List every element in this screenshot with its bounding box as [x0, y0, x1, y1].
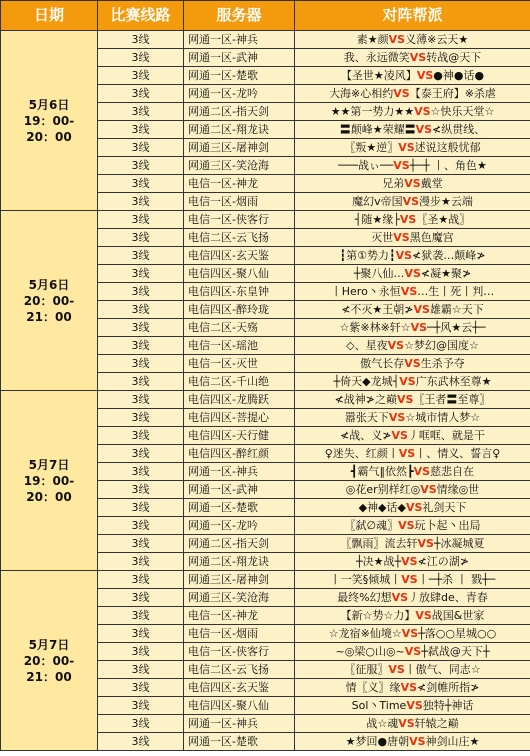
- team-away: ≮剑帷所指≯: [417, 681, 480, 694]
- team-home: ┤随★缘├: [354, 213, 400, 226]
- team-away: 漫步★云端: [419, 195, 473, 208]
- server-cell: 电信一区-烟雨: [184, 193, 295, 211]
- server-cell: 电信一区-侠客行: [184, 211, 295, 229]
- server-cell: 网通一区-龙吟: [184, 517, 295, 535]
- matchup-cell: [295, 121, 530, 139]
- vs-label: VS: [393, 87, 410, 100]
- team-home: 【圣世★凌风】: [340, 69, 417, 82]
- line-cell: 3线: [98, 265, 184, 283]
- team-home: ┼聚八仙…: [353, 267, 405, 280]
- matchup-cell: [295, 319, 530, 337]
- matchup-cell: [295, 463, 530, 481]
- team-home: 〖叛★逆〗: [344, 141, 399, 154]
- vs-label: VS: [388, 663, 405, 676]
- time-label: 19：00-20：00: [23, 473, 75, 504]
- line-cell: 3线: [98, 175, 184, 193]
- matchup-cell: [295, 139, 530, 157]
- server-cell: 电信四区-聚八仙: [184, 265, 295, 283]
- matchup-cell: [295, 265, 530, 283]
- matchup-cell: [295, 157, 530, 175]
- line-cell: 3线: [98, 643, 184, 661]
- table-body: [1, 31, 530, 751]
- line-cell: 3线: [98, 679, 184, 697]
- team-home: 魔幻v帝国: [352, 195, 403, 208]
- line-cell: 3线: [98, 463, 184, 481]
- server-cell: 网通二区-指天剑: [184, 535, 295, 553]
- line-cell: 3线: [98, 319, 184, 337]
- team-home: 〓颠峰★荣耀〓: [339, 123, 416, 136]
- team-home: ≮战神≯之巅: [334, 393, 397, 406]
- team-away: ≮凝★聚≯: [420, 267, 472, 280]
- date-cell: [1, 211, 98, 391]
- matchup-cell: [295, 211, 530, 229]
- line-cell: 3线: [98, 301, 184, 319]
- team-home: 〖飘雨〗流去轩: [340, 537, 418, 550]
- vs-label: VS: [393, 159, 410, 172]
- team-away: ┼落○○星城○○: [418, 627, 497, 640]
- server-cell: 电信四区-聚八仙: [184, 697, 295, 715]
- vs-label: VS: [397, 393, 414, 406]
- matchup-cell: [295, 625, 530, 643]
- matchup-cell: [295, 67, 530, 85]
- team-home: 嚣张天下: [344, 411, 389, 424]
- team-away: 情缘◎世: [436, 483, 480, 496]
- vs-label: VS: [401, 573, 418, 586]
- team-home: 丨Hero丶永恒: [330, 285, 401, 298]
- vs-label: VS: [401, 627, 419, 640]
- line-cell: 3线: [98, 193, 184, 211]
- team-away: 丨─┼杀 丨 戮┼─: [417, 573, 496, 586]
- team-away: 战国&世家: [431, 609, 485, 622]
- team-home: ≮不灭★王朝≯: [341, 303, 414, 316]
- matchup-cell: [295, 607, 530, 625]
- line-cell: 3线: [98, 247, 184, 265]
- line-cell: 3线: [98, 409, 184, 427]
- vs-label: VS: [395, 249, 413, 262]
- team-away: 〖圣★战〗: [416, 213, 471, 226]
- vs-label: VS: [404, 645, 422, 658]
- line-cell: 3线: [98, 121, 184, 139]
- matchup-cell: [295, 193, 530, 211]
- matchup-cell: [295, 229, 530, 247]
- matchup-cell: [295, 679, 530, 697]
- team-away: ●神●话●: [433, 69, 485, 82]
- line-cell: 3线: [98, 733, 184, 751]
- vs-label: VS: [398, 447, 416, 460]
- line-cell: 3线: [98, 391, 184, 409]
- server-cell: 电信二区-云飞扬: [184, 229, 295, 247]
- vs-label: VS: [393, 231, 410, 244]
- line-cell: 3线: [98, 229, 184, 247]
- team-away: ┼冰凝城夏: [433, 537, 485, 550]
- server-cell: 电信四区-醉玲珑: [184, 301, 295, 319]
- team-away: 黑色魔宫: [409, 231, 454, 244]
- matchup-cell: [295, 409, 530, 427]
- date-cell: [1, 571, 98, 751]
- date-label: 5月6日: [28, 277, 70, 292]
- matchup-cell: [295, 499, 530, 517]
- team-away: 述说这般忧郁: [414, 141, 481, 154]
- team-home: 战☆魂: [366, 717, 399, 730]
- server-cell: 网通一区-龙吟: [184, 85, 295, 103]
- matchup-cell: [295, 175, 530, 193]
- team-away: 轩辕之巅: [414, 717, 459, 730]
- vs-label: VS: [391, 591, 409, 604]
- team-home: ┇第①势力┇: [339, 249, 396, 262]
- team-away: 丨、情义、誓言♀: [415, 447, 501, 460]
- vs-label: VS: [391, 429, 408, 442]
- team-away: …生丨死丨判…: [417, 285, 495, 298]
- team-home: 我、永远微笑: [343, 51, 410, 64]
- line-cell: 3线: [98, 49, 184, 67]
- server-cell: 网通二区-翔龙诀: [184, 121, 295, 139]
- team-away: 丿哐哐、就是干: [407, 429, 485, 442]
- matchup-cell: [295, 427, 530, 445]
- server-cell: 网通一区-武神: [184, 481, 295, 499]
- server-cell: 电信四区-菩提心: [184, 409, 295, 427]
- team-home: ☆紫※林※轩☆: [339, 321, 411, 334]
- date-cell: [1, 391, 98, 571]
- server-cell: 电信四区-醉红颜: [184, 445, 295, 463]
- server-cell: 网通二区-指天剑: [184, 103, 295, 121]
- line-cell: 3线: [98, 31, 184, 49]
- team-home: 【新☆势☆力】: [340, 609, 416, 622]
- team-home: ┫霸气‖依然┣: [350, 465, 414, 478]
- date-label: 5月7日: [28, 457, 70, 472]
- vs-label: VS: [415, 123, 433, 136]
- vs-label: VS: [388, 411, 406, 424]
- line-cell: 3线: [98, 445, 184, 463]
- vs-label: VS: [409, 51, 427, 64]
- server-cell: 电信一区-烟雨: [184, 625, 295, 643]
- server-cell: 电信一区-瑶池: [184, 337, 295, 355]
- server-cell: 电信四区-玄天鉴: [184, 679, 295, 697]
- team-home: ───战ぃ──: [338, 159, 394, 172]
- server-cell: 网通一区-武神: [184, 49, 295, 67]
- header-line: 比赛线路: [98, 1, 184, 31]
- team-away: ┼弑战@天下┼: [421, 645, 490, 658]
- server-cell: 网通三区-笑沧海: [184, 157, 295, 175]
- date-label: 5月6日: [28, 97, 70, 112]
- team-home: ┼倚天◆龙城┤: [333, 375, 400, 388]
- team-away: 礼剑天下: [422, 501, 467, 514]
- vs-label: VS: [413, 303, 430, 316]
- matchup-cell: [295, 481, 530, 499]
- team-home: 灭世: [371, 231, 394, 244]
- team-home: ★梦回●唐朝: [345, 735, 410, 748]
- matchup-cell: [295, 715, 530, 733]
- matchup-cell: [295, 31, 530, 49]
- time-label: 20：00-21：00: [23, 653, 75, 684]
- line-cell: 3线: [98, 103, 184, 121]
- server-cell: 网通一区-楚歌: [184, 499, 295, 517]
- team-home: Sol丶Time: [351, 699, 407, 712]
- team-away: ≮狱袭…颠峰≯: [412, 249, 486, 262]
- vs-label: VS: [404, 267, 421, 280]
- line-cell: 3线: [98, 553, 184, 571]
- team-home: 情〖义〗缘: [345, 681, 401, 694]
- team-home: 丨一笑§倾城丨: [329, 573, 402, 586]
- server-cell: 电信四区-东皇钟: [184, 283, 295, 301]
- table-row: [1, 571, 530, 589]
- line-cell: 3线: [98, 607, 184, 625]
- matchup-cell: [295, 391, 530, 409]
- matchup-cell: [295, 643, 530, 661]
- server-cell: 网通一区-神兵: [184, 31, 295, 49]
- line-cell: 3线: [98, 481, 184, 499]
- vs-label: VS: [400, 285, 418, 298]
- team-home: ~◎梁○山◎~: [335, 645, 405, 658]
- header-server: 服务器: [184, 1, 295, 31]
- team-away: 玩卜起丶出局: [414, 519, 481, 532]
- team-away: 义薄※云天★: [405, 33, 469, 46]
- line-cell: 3线: [98, 499, 184, 517]
- matchup-cell: [295, 589, 530, 607]
- line-cell: 3线: [98, 211, 184, 229]
- team-home: ☆龙宿※仙境☆: [328, 627, 402, 640]
- vs-label: VS: [405, 501, 423, 514]
- server-cell: 网通一区-神兵: [184, 715, 295, 733]
- table-row: [1, 391, 530, 409]
- team-away: 雄霸☆天下: [429, 303, 484, 316]
- team-away: ≮纵贯线、: [432, 123, 486, 136]
- team-away: 生杀予夺: [420, 357, 465, 370]
- vs-label: VS: [404, 357, 421, 370]
- team-away: ☆梦幻@国度☆: [404, 339, 479, 352]
- matchup-cell: [295, 553, 530, 571]
- team-away: 戴堂: [420, 177, 443, 190]
- table-row: [1, 31, 530, 49]
- team-away: ☆城市情人梦☆: [405, 411, 481, 424]
- team-away: ─┼风★云┼─: [427, 321, 486, 334]
- team-away: 〖王者〓至尊〗: [413, 393, 491, 406]
- vs-label: VS: [402, 195, 420, 208]
- server-cell: 电信二区-千山绝: [184, 373, 295, 391]
- vs-label: VS: [416, 69, 434, 82]
- team-away: 慈悲自在: [430, 465, 475, 478]
- server-cell: 网通二区-翔龙诀: [184, 553, 295, 571]
- vs-label: VS: [400, 681, 417, 694]
- vs-label: VS: [409, 735, 426, 748]
- team-home: ★★第一势力★★: [330, 105, 415, 118]
- line-cell: 3线: [98, 157, 184, 175]
- table-header: [1, 1, 530, 31]
- vs-label: VS: [417, 537, 434, 550]
- server-cell: 电信一区-神龙: [184, 607, 295, 625]
- matchup-cell: [295, 445, 530, 463]
- line-cell: 3线: [98, 589, 184, 607]
- team-home: 素★颜: [356, 33, 389, 46]
- line-cell: 3线: [98, 85, 184, 103]
- team-home: ◎花er别样红◎: [345, 483, 421, 496]
- team-home: 傲气长存: [360, 357, 405, 370]
- vs-label: VS: [413, 465, 431, 478]
- team-home: 最终%幻想: [337, 591, 392, 604]
- vs-label: VS: [420, 483, 437, 496]
- matchup-cell: [295, 49, 530, 67]
- vs-label: VS: [404, 177, 421, 190]
- line-cell: 3线: [98, 139, 184, 157]
- team-home: ◇、星夜: [346, 339, 388, 352]
- date-cell: [1, 31, 98, 211]
- team-away: ☆快乐天堂☆: [430, 105, 495, 118]
- line-cell: 3线: [98, 517, 184, 535]
- date-label: 5月7日: [28, 637, 70, 652]
- team-home: 〖弑∅魂〗: [344, 519, 399, 532]
- matchup-cell: [295, 535, 530, 553]
- vs-label: VS: [399, 213, 417, 226]
- server-cell: 电信一区-灭世: [184, 355, 295, 373]
- table-row: [1, 211, 530, 229]
- team-home: ◆神◆话◆: [358, 501, 406, 514]
- matchup-cell: [295, 517, 530, 535]
- vs-label: VS: [415, 609, 432, 622]
- vs-label: VS: [401, 555, 418, 568]
- team-away: 丿放肆de、青春: [408, 591, 488, 604]
- team-away: ≮江の湖≯: [417, 555, 469, 568]
- matchup-cell: [295, 697, 530, 715]
- header-date: 日期: [1, 1, 98, 31]
- server-cell: 网通三区-屠神剑: [184, 571, 295, 589]
- line-cell: 3线: [98, 67, 184, 85]
- matchup-cell: [295, 661, 530, 679]
- team-home: 大海※心相约: [329, 87, 394, 100]
- line-cell: 3线: [98, 715, 184, 733]
- server-cell: 网通一区-楚歌: [184, 733, 295, 751]
- team-away: 丨傲气、同志☆: [404, 663, 481, 676]
- server-cell: 电信一区-神龙: [184, 175, 295, 193]
- team-away: 神剑山庄★: [425, 735, 480, 748]
- matchup-cell: [295, 85, 530, 103]
- vs-label: VS: [387, 339, 405, 352]
- server-cell: 网通一区-神兵: [184, 463, 295, 481]
- line-cell: 3线: [98, 283, 184, 301]
- vs-label: VS: [388, 33, 406, 46]
- line-cell: 3线: [98, 337, 184, 355]
- matchup-cell: [295, 247, 530, 265]
- line-cell: 3线: [98, 427, 184, 445]
- vs-label: VS: [399, 375, 416, 388]
- line-cell: 3线: [98, 625, 184, 643]
- matchup-cell: [295, 103, 530, 121]
- server-cell: 电信四区-天行健: [184, 427, 295, 445]
- vs-label: VS: [410, 321, 428, 334]
- vs-label: VS: [398, 141, 415, 154]
- server-cell: 电信四区-玄天鉴: [184, 247, 295, 265]
- time-label: 20：00-21：00: [23, 293, 75, 324]
- header-matchup: 对阵帮派: [295, 1, 530, 31]
- matchup-cell: [295, 373, 530, 391]
- team-home: 兄弟: [382, 177, 405, 190]
- server-cell: 网通三区-屠神剑: [184, 139, 295, 157]
- team-home: ♀迷失、红颜丨: [324, 447, 399, 460]
- server-cell: 电信四区-龙腾跃: [184, 391, 295, 409]
- vs-label: VS: [398, 519, 415, 532]
- team-away: 广东武林至尊★: [415, 375, 492, 388]
- matchup-cell: [295, 571, 530, 589]
- line-cell: 3线: [98, 535, 184, 553]
- line-cell: 3线: [98, 355, 184, 373]
- time-label: 19：00-20：00: [23, 113, 75, 144]
- vs-label: VS: [414, 105, 431, 118]
- vs-label: VS: [406, 699, 423, 712]
- team-away: 转战@天下: [426, 51, 482, 64]
- team-home: ┼决★战┼: [356, 555, 402, 568]
- matchup-cell: [295, 283, 530, 301]
- matchup-cell: [295, 337, 530, 355]
- vs-label: VS: [398, 717, 415, 730]
- team-away: 【泰王府】※杀虐: [409, 87, 496, 100]
- team-away: 独特┼神话: [422, 699, 474, 712]
- team-home: 〖征服〗: [344, 663, 389, 676]
- line-cell: 3线: [98, 571, 184, 589]
- line-cell: 3线: [98, 373, 184, 391]
- line-cell: 3线: [98, 661, 184, 679]
- team-home: ≮战、义≯: [340, 429, 392, 442]
- line-cell: 3线: [98, 697, 184, 715]
- matchup-cell: [295, 301, 530, 319]
- server-cell: 电信二区-云飞扬: [184, 661, 295, 679]
- matchup-cell: [295, 733, 530, 751]
- server-cell: 电信二区-天殇: [184, 319, 295, 337]
- server-cell: 网通一区-楚歌: [184, 67, 295, 85]
- matchup-cell: [295, 355, 530, 373]
- server-cell: 网通三区-笑沧海: [184, 589, 295, 607]
- server-cell: 电信一区-侠客行: [184, 643, 295, 661]
- team-away: ┼─┼ 丨、角色★: [409, 159, 487, 172]
